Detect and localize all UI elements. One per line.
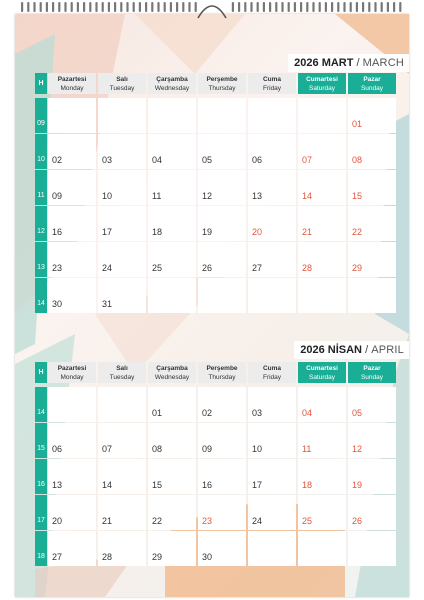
weekday-header-sunday <box>348 73 396 94</box>
day-number: 26 <box>202 263 213 273</box>
day-cell <box>298 278 346 313</box>
day-number: 14 <box>302 191 313 201</box>
weekday-header-saturday <box>298 362 346 383</box>
month-title-separator: / <box>356 57 360 69</box>
day-cell <box>48 242 96 277</box>
day-cell <box>348 387 396 422</box>
day-number: 25 <box>152 263 163 273</box>
day-number: 13 <box>252 191 263 201</box>
day-cell <box>298 242 346 277</box>
weekday-header-row <box>35 73 409 94</box>
day-cell <box>98 459 146 494</box>
day-cell <box>248 170 296 205</box>
week-number-header: H <box>35 73 47 94</box>
week-number: 15 <box>37 445 45 452</box>
day-cell <box>198 531 246 566</box>
weekday-name-en: Monday <box>60 374 84 381</box>
day-cell <box>348 170 396 205</box>
day-number: 02 <box>52 155 63 165</box>
day-number: 30 <box>52 299 63 309</box>
day-number: 08 <box>152 444 163 454</box>
day-number: 20 <box>252 227 263 237</box>
day-cell <box>298 170 346 205</box>
weekday-name-tr: Cuma <box>262 76 282 83</box>
month-title-separator: / <box>365 344 369 356</box>
day-number: 22 <box>152 516 163 526</box>
weekday-header-friday <box>248 73 296 94</box>
day-number: 19 <box>202 227 213 237</box>
day-cell <box>348 242 396 277</box>
week-number-cell <box>35 495 47 530</box>
day-cell <box>298 459 346 494</box>
day-number: 04 <box>152 155 163 165</box>
weekday-name-en: Tuesday <box>109 374 135 381</box>
day-cell <box>98 531 146 566</box>
day-number: 04 <box>302 408 313 418</box>
day-cell <box>98 134 146 169</box>
day-number: 29 <box>152 552 163 562</box>
weekday-name-en: Tuesday <box>109 85 135 92</box>
day-cell <box>348 206 396 241</box>
day-cell <box>198 242 246 277</box>
day-number: 20 <box>52 516 63 526</box>
day-number: 19 <box>352 480 363 490</box>
day-number: 25 <box>302 516 313 526</box>
day-cell <box>198 98 246 133</box>
day-cell <box>148 531 196 566</box>
weekday-name-tr: Çarşamba <box>156 365 188 372</box>
day-cell <box>48 387 96 422</box>
day-cell <box>48 278 96 313</box>
day-cell <box>148 170 196 205</box>
weekday-name-tr: Cuma <box>262 365 282 372</box>
week-number: 10 <box>37 156 45 163</box>
week-number: 12 <box>37 228 45 235</box>
weekday-name-tr: Salı <box>116 365 128 372</box>
day-cell <box>348 98 396 133</box>
day-number: 03 <box>102 155 113 165</box>
day-cell <box>48 495 96 530</box>
day-cell <box>348 423 396 458</box>
day-cell <box>148 278 196 313</box>
day-cell <box>248 387 296 422</box>
weekday-header-tuesday <box>98 362 146 383</box>
weekday-header-sunday <box>348 362 396 383</box>
day-number: 11 <box>152 191 162 201</box>
weekday-name-tr: Pazar <box>363 76 381 83</box>
weekday-name-en: Saturday <box>308 85 336 92</box>
week-number-cell <box>35 423 47 458</box>
week-number: 18 <box>37 553 45 560</box>
week-number: 09 <box>37 120 45 127</box>
month-title-april <box>294 341 409 359</box>
day-number: 21 <box>102 516 113 526</box>
day-cell <box>248 495 296 530</box>
week-number-cell <box>35 242 47 277</box>
day-number: 06 <box>52 444 63 454</box>
day-cell <box>98 98 146 133</box>
day-cell <box>148 98 196 133</box>
day-number: 17 <box>102 227 113 237</box>
week-number-header: H <box>35 362 47 383</box>
day-cell <box>148 495 196 530</box>
day-cell <box>298 531 346 566</box>
hanger-hook <box>196 0 228 20</box>
day-number: 12 <box>352 444 363 454</box>
day-number: 12 <box>202 191 213 201</box>
weekday-name-en: Thursday <box>208 374 236 381</box>
day-number: 24 <box>252 516 263 526</box>
day-number: 01 <box>352 119 363 129</box>
month-title-en: APRIL <box>371 344 404 356</box>
day-cell <box>248 278 296 313</box>
day-number: 23 <box>52 263 63 273</box>
weekday-name-tr: Çarşamba <box>156 76 188 83</box>
weekday-name-en: Thursday <box>208 85 236 92</box>
day-cell <box>148 387 196 422</box>
day-number: 13 <box>52 480 63 490</box>
weekday-header-monday <box>48 73 96 94</box>
day-cell <box>48 98 96 133</box>
weekday-header-thursday <box>198 362 246 383</box>
weekday-name-en: Friday <box>262 85 282 92</box>
day-cell <box>48 459 96 494</box>
day-cell <box>98 423 146 458</box>
day-cell <box>98 387 146 422</box>
day-number: 23 <box>202 516 213 526</box>
week-number: 17 <box>37 517 45 524</box>
day-cell <box>148 206 196 241</box>
day-number: 07 <box>302 155 313 165</box>
weekday-header-friday <box>248 362 296 383</box>
weekday-name-en: Sunday <box>360 85 384 92</box>
week-number-cell <box>35 531 47 566</box>
day-number: 18 <box>302 480 313 490</box>
weekday-header-wednesday <box>148 73 196 94</box>
day-number: 08 <box>352 155 363 165</box>
weekday-name-en: Wednesday <box>154 85 190 92</box>
weekday-name-en: Wednesday <box>154 374 190 381</box>
week-number: 14 <box>37 409 45 416</box>
weekday-name-tr: Pazartesi <box>57 76 87 83</box>
day-cell <box>298 423 346 458</box>
weekday-header-wednesday <box>148 362 196 383</box>
day-cell <box>98 170 146 205</box>
day-cell <box>148 134 196 169</box>
day-cell <box>98 242 146 277</box>
day-number: 15 <box>352 191 363 201</box>
week-number-cell <box>35 170 47 205</box>
day-number: 10 <box>252 444 263 454</box>
day-cell <box>298 495 346 530</box>
weekday-name-tr: Cumartesi <box>306 76 338 83</box>
day-number: 01 <box>152 408 163 418</box>
day-cell <box>98 278 146 313</box>
weekday-header-monday <box>48 362 96 383</box>
week-number-cell <box>35 98 47 133</box>
weekday-name-en: Sunday <box>360 374 384 381</box>
day-cell <box>198 459 246 494</box>
day-number: 14 <box>102 480 113 490</box>
day-cell <box>348 278 396 313</box>
day-cell <box>348 495 396 530</box>
day-number: 03 <box>252 408 263 418</box>
week-number-cell <box>35 459 47 494</box>
day-cell <box>198 423 246 458</box>
day-cell <box>248 531 296 566</box>
day-cell <box>48 206 96 241</box>
day-cell <box>198 170 246 205</box>
week-number: 11 <box>37 192 45 199</box>
week-number-cell <box>35 206 47 241</box>
weekday-header-thursday <box>198 73 246 94</box>
weekday-name-en: Saturday <box>308 374 336 381</box>
day-cell <box>248 242 296 277</box>
day-cell <box>298 387 346 422</box>
day-cell <box>248 98 296 133</box>
weekday-name-tr: Perşembe <box>206 365 238 372</box>
week-number-cell <box>35 134 47 169</box>
day-number: 28 <box>302 263 313 273</box>
day-cell <box>198 387 246 422</box>
week-number: 13 <box>37 264 45 271</box>
day-number: 05 <box>202 155 213 165</box>
weekday-name-tr: Pazartesi <box>57 365 87 372</box>
day-number: 24 <box>102 263 113 273</box>
day-cell <box>198 495 246 530</box>
week-number: 16 <box>37 481 45 488</box>
week-number-cell <box>35 387 47 422</box>
day-cell <box>148 459 196 494</box>
weekday-header-saturday <box>298 73 346 94</box>
day-cell <box>198 278 246 313</box>
day-number: 16 <box>202 480 213 490</box>
weekday-name-tr: Salı <box>116 76 128 83</box>
calendar-page <box>15 14 409 597</box>
weekday-header-row <box>35 362 409 383</box>
day-cell <box>48 170 96 205</box>
weekday-name-tr: Cumartesi <box>306 365 338 372</box>
day-cell <box>148 423 196 458</box>
weekday-header-tuesday <box>98 73 146 94</box>
day-cell <box>298 206 346 241</box>
day-cell <box>198 134 246 169</box>
weekday-name-en: Friday <box>262 374 282 381</box>
week-number: 14 <box>37 300 45 307</box>
day-cell <box>98 206 146 241</box>
day-number: 15 <box>152 480 163 490</box>
day-cell <box>248 423 296 458</box>
day-number: 21 <box>302 227 313 237</box>
week-number-cell <box>35 278 47 313</box>
month-title-tr: 2026 NİSAN <box>300 344 363 356</box>
day-cell <box>48 423 96 458</box>
weekday-name-en: Monday <box>60 85 84 92</box>
day-cell <box>248 459 296 494</box>
month-title-tr: 2026 MART <box>294 57 354 69</box>
day-number: 05 <box>352 408 363 418</box>
day-number: 02 <box>202 408 213 418</box>
day-number: 17 <box>252 480 263 490</box>
day-cell <box>348 531 396 566</box>
day-number: 29 <box>352 263 363 273</box>
day-number: 30 <box>202 552 213 562</box>
day-number: 26 <box>352 516 363 526</box>
day-number: 06 <box>252 155 263 165</box>
day-cell <box>48 134 96 169</box>
day-cell <box>198 206 246 241</box>
day-cell <box>298 98 346 133</box>
weekday-name-tr: Pazar <box>363 365 381 372</box>
month-title-en: MARCH <box>362 57 404 69</box>
day-cell <box>348 134 396 169</box>
day-number: 11 <box>302 444 312 454</box>
day-number: 07 <box>102 444 113 454</box>
day-number: 27 <box>52 552 63 562</box>
day-cell <box>248 134 296 169</box>
day-number: 09 <box>202 444 213 454</box>
day-number: 28 <box>102 552 113 562</box>
day-cell <box>248 206 296 241</box>
day-number: 31 <box>102 299 113 309</box>
weekday-name-tr: Perşembe <box>206 76 238 83</box>
day-number: 16 <box>52 227 63 237</box>
day-number: 22 <box>352 227 363 237</box>
day-cell <box>148 242 196 277</box>
month-title-march <box>288 54 409 72</box>
day-number: 18 <box>152 227 163 237</box>
day-cell <box>348 459 396 494</box>
day-number: 27 <box>252 263 263 273</box>
day-cell <box>48 531 96 566</box>
day-cell <box>298 134 346 169</box>
day-number: 10 <box>102 191 113 201</box>
day-number: 09 <box>52 191 63 201</box>
day-cell <box>98 495 146 530</box>
